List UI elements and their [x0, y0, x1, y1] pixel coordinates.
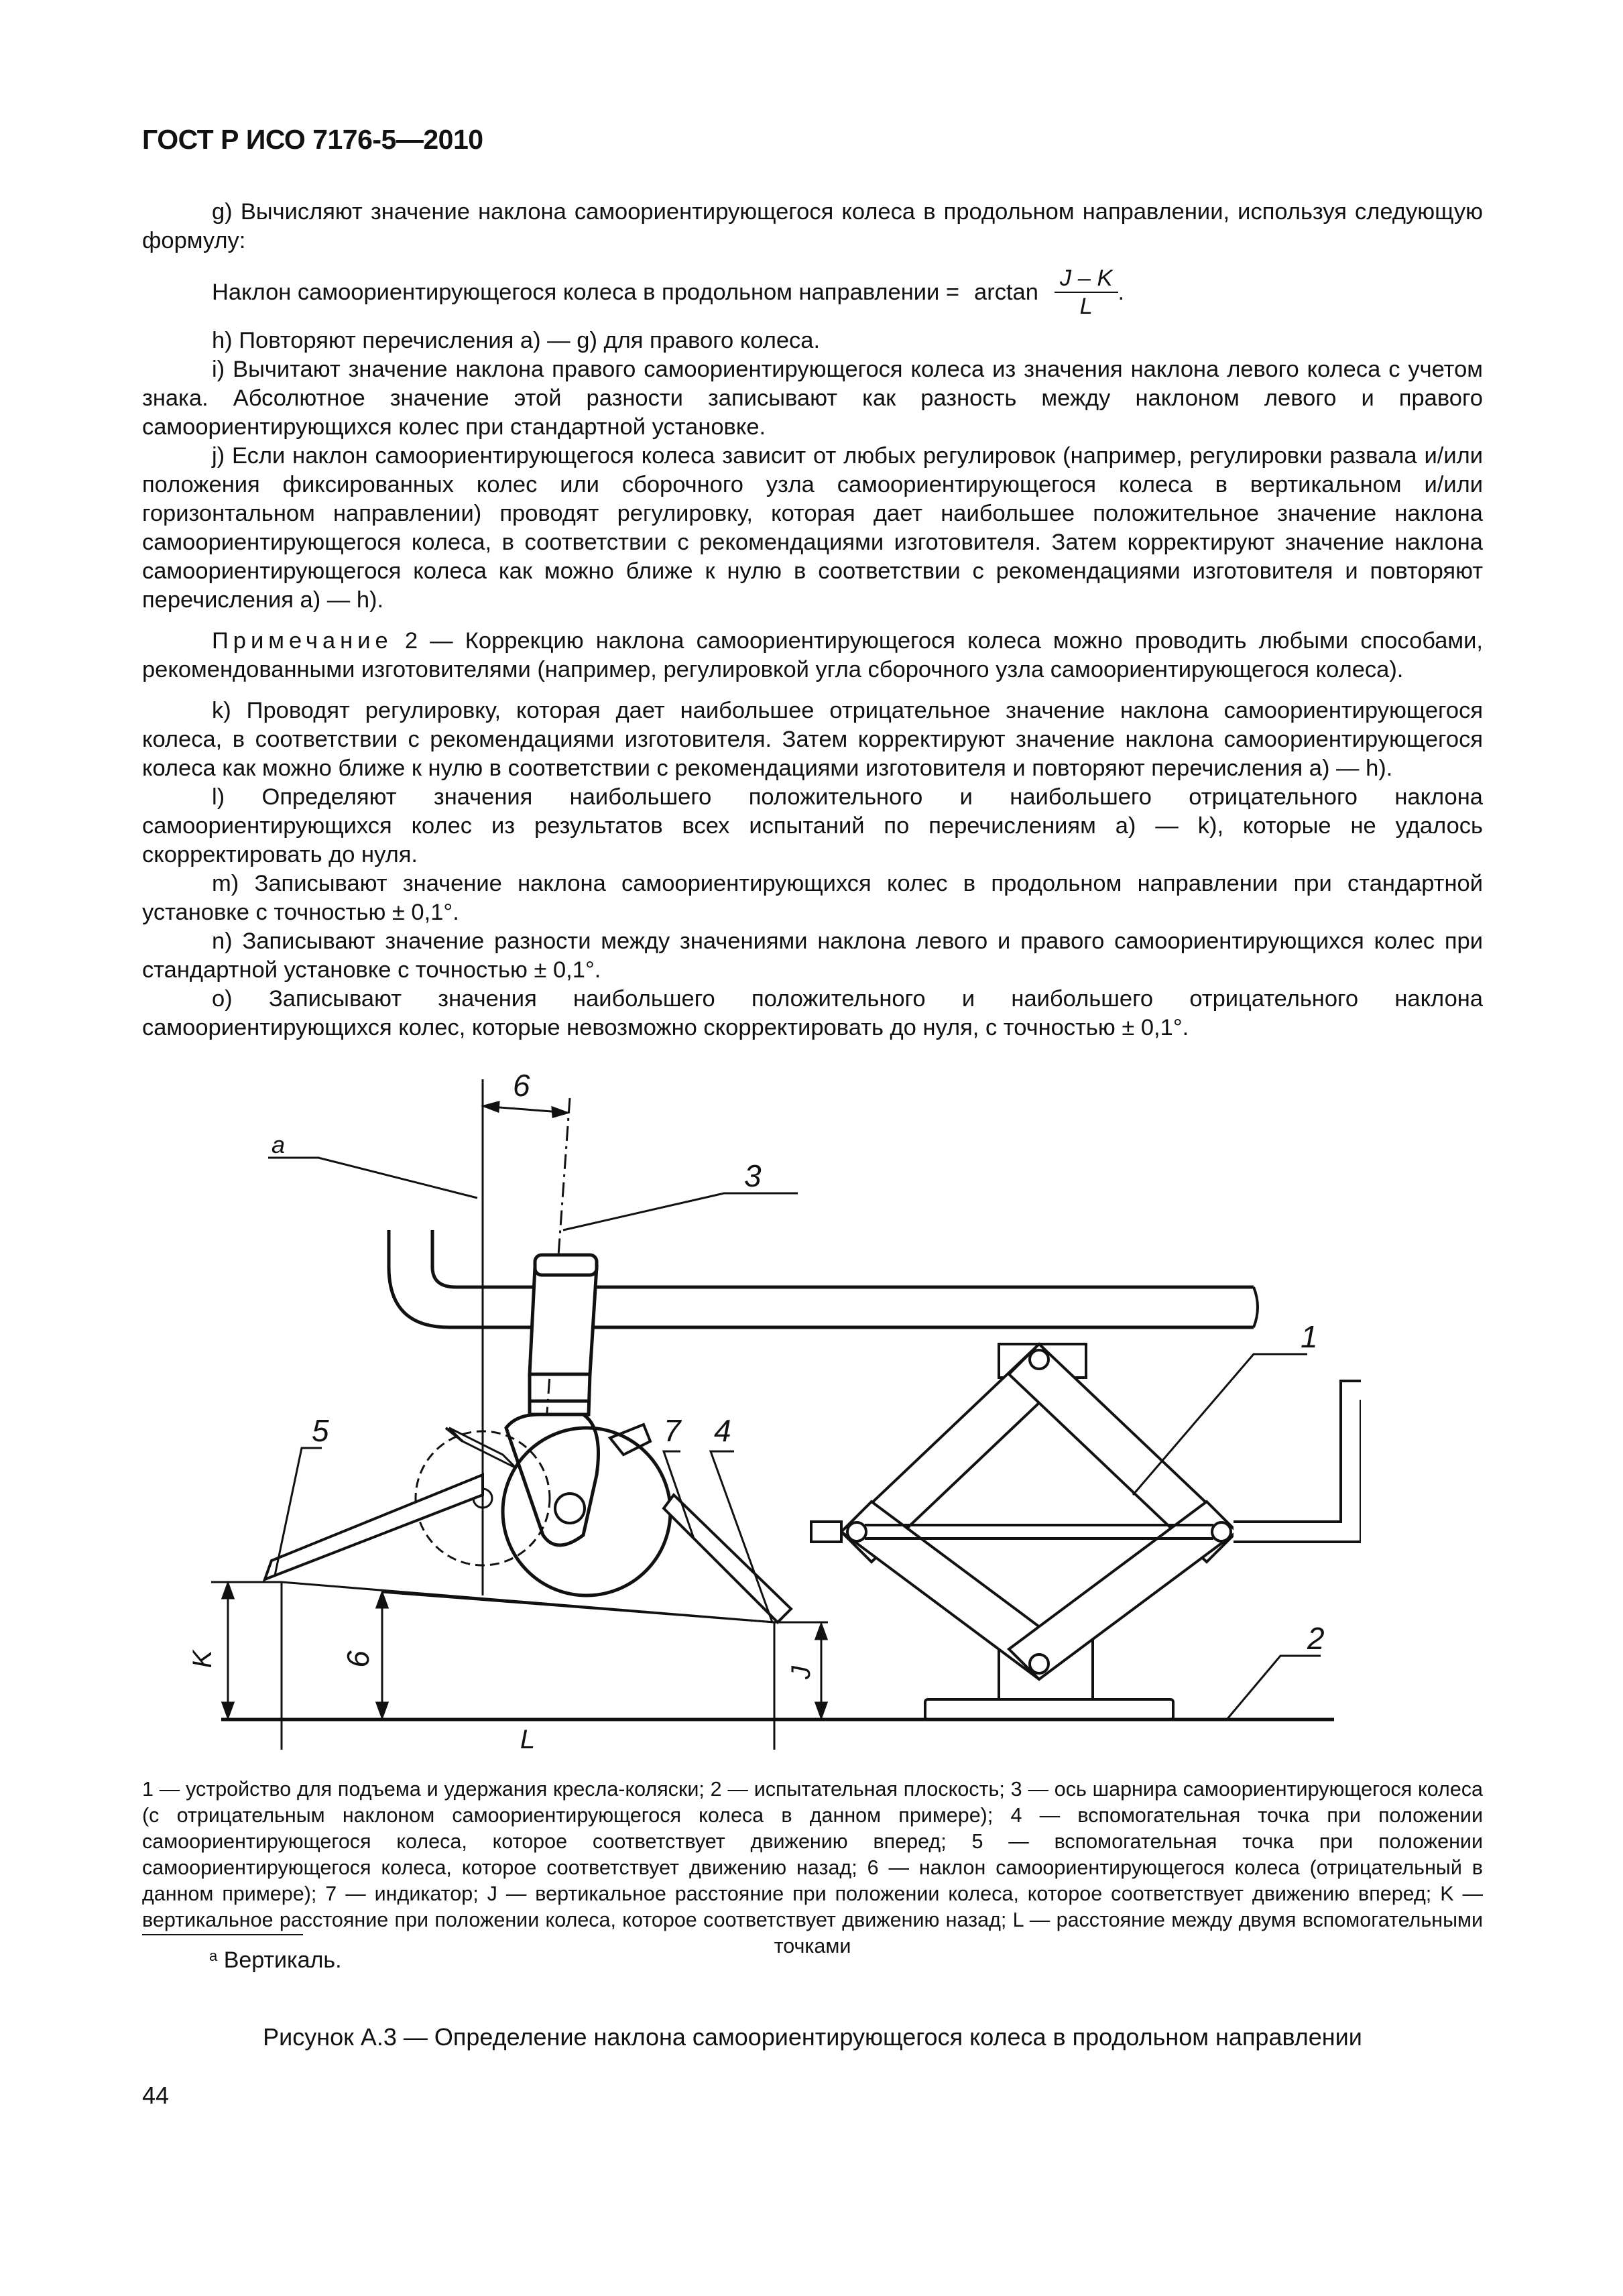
footnote-separator: [142, 1934, 303, 1935]
dimension-k-arrow-top: [223, 1583, 233, 1598]
formula-lhs: Наклон самоориентирующегося колеса в продольном направлении =: [212, 279, 960, 305]
dimension-j-arrow-bottom: [816, 1703, 827, 1717]
item-l: l) Определяют значения наибольшего положительного и наибольшего отрицательного наклона самоориентирующихся колес из результатов всех испытаний по перечислениям а) — k), которые не удалось скорректировать до нуля.: [142, 784, 1483, 867]
footnote-text: Вертикаль.: [217, 1947, 342, 1973]
note-text: 2 — Коррекцию наклона самоориентирующегося колеса можно проводить любыми способами, рекомендованными изготовителями (например, регулировкой угла сборочного узла самоориентирующегося колеса).: [142, 628, 1483, 682]
lift-base-plate: [925, 1699, 1173, 1719]
label-6-top: 6: [513, 1068, 530, 1103]
label-4: 4: [714, 1413, 731, 1448]
label-3: 3: [744, 1158, 762, 1193]
item-k: k) Проводят регулировку, которая дает наибольшее отрицательное значение наклона самоориентирующегося колеса, в соответствии с рекомендациями изготовителя. Затем корректируют значение наклона самоориентирующегося колеса как можно ближе к нулю в соответствии с рекомендациями изготовителя и повторяют перечисления а) — h).: [142, 698, 1483, 781]
item-j: j) Если наклон самоориентирующегося колеса зависит от любых регулировок (например, регулировки развала и/или положения фиксированных колес или сборочного узла самоориентирующегося колеса в вертикальном и/или горизонтальном направлении) проводят регулировку, которая дает наибольшее положительное значение наклона самоориентирующегося колеса, в соответствии с рекомендациями изготовителя. Затем корректируют значение наклона самоориентирующегося колеса как можно ближе к нулю в соответствии с рекомендациями изготовителя и повторяют перечисления а) — h).: [142, 443, 1483, 613]
footnote-mark: a: [209, 1947, 218, 1964]
leader-3: [563, 1193, 798, 1230]
label-5: 5: [312, 1413, 329, 1448]
caster-stem: [530, 1267, 597, 1374]
formula-tail: .: [1118, 279, 1125, 305]
label-J: J: [786, 1666, 816, 1679]
formula-numerator: J – K: [1055, 265, 1118, 293]
caster-stem-lower: [530, 1374, 590, 1414]
lift-pivot-top: [1030, 1350, 1048, 1369]
item-m: m) Записывают значение наклона самоориентирующихся колес в продольном направлении при стандартной установке с точностью ± 0,1°.: [142, 871, 1483, 925]
formula-func: arctan: [974, 279, 1038, 305]
figure-title: Рисунок А.3 — Определение наклона самоориентирующегося колеса в продольном направлении: [263, 2023, 1362, 2051]
document-header: ГОСТ Р ИСО 7176-5—2010: [142, 124, 483, 155]
label-a: a: [272, 1131, 286, 1158]
item-n: n) Записывают значение разности между значениями наклона левого и правого самоориентирующихся колес при стандартной установке с точностью ± 0,1°.: [142, 928, 1483, 983]
footnote: [209, 1947, 342, 1974]
figure-legend: 1 — устройство для подъема и удержания кресла-коляски; 2 — испытательная плоскость; 3 — ось шарнира самоориентирующегося колеса (с отрицательным наклоном самоориентирующегося колеса в данном примере); 4 — вспомогательная точка при положении самоориентирующегося колеса, которое соответствует движению вперед; 5 — вспомогательная точка при положении самоориентирующегося колеса, которое соответствует движению назад; 6 — наклон самоориентирующегося колеса (отрицательный в данном примере); 7 — индикатор; J — вертикальное расстояние при положении колеса, которое соответствует движению вперед; K — вертикальное расстояние при положении колеса, которое соответствует движению назад; L — расстояние между двумя вспомогательными точками: [142, 1778, 1483, 1957]
lift-crank-handle: [1234, 1381, 1361, 1542]
label-6-side: 6: [341, 1650, 375, 1668]
dimension-6-arrow-top: [377, 1593, 387, 1608]
frame-tube-end: [1254, 1287, 1258, 1327]
dimension-6-arrow-bottom: [377, 1703, 387, 1717]
dimension-k-arrow-bottom: [223, 1703, 233, 1717]
note-2: [142, 627, 1483, 684]
item-h: h) Повторяют перечисления а) — g) для правого колеса.: [212, 328, 821, 353]
leader-a: [268, 1158, 477, 1198]
lift-scissor-arm-4: [1009, 1502, 1237, 1679]
formula-denominator: L: [1079, 294, 1093, 319]
lift-pivot-bottom: [1030, 1654, 1048, 1673]
lift-screw-end: [811, 1522, 841, 1542]
label-L: L: [520, 1725, 536, 1750]
body-text: [142, 198, 1483, 1042]
formula: [212, 265, 1483, 320]
label-2: 2: [1307, 1621, 1325, 1656]
note-label: Примечание: [212, 628, 393, 654]
label-K: K: [188, 1650, 217, 1669]
leader-4: [711, 1451, 772, 1622]
label-1: 1: [1301, 1319, 1318, 1354]
lift-pivot-left: [847, 1522, 866, 1541]
figure-a3-drawing: [168, 1066, 1361, 1750]
lift-pivot-right: [1212, 1522, 1231, 1541]
dimension-6-top-arrow-left: [484, 1102, 499, 1111]
leader-2: [1227, 1656, 1321, 1719]
caster-stem-cap: [535, 1255, 597, 1275]
frame-tube-bend-inner: [432, 1230, 483, 1287]
dimension-6-top-arrow-right: [552, 1107, 567, 1117]
formula-fraction: [1055, 265, 1118, 320]
page-number: 44: [142, 2081, 170, 2109]
dimension-j-arrow-top: [816, 1624, 827, 1639]
item-o: o) Записывают значения наибольшего положительного и наибольшего отрицательного наклона самоориентирующихся колес, которые невозможно скорректировать до нуля, с точностью ± 0,1°.: [142, 986, 1483, 1040]
indicator-arm-forward: [664, 1495, 791, 1622]
indicator-arm-rear: [265, 1475, 483, 1579]
item-g: g) Вычисляют значение наклона самоориентирующегося колеса в продольном направлении, используя следующую формулу:: [142, 199, 1483, 253]
label-7: 7: [664, 1413, 681, 1448]
item-i: i) Вычитают значение наклона правого самоориентирующегося колеса из значения наклона левого колеса с учетом знака. Абсолютное значение этой разности записывают как разность между наклоном левого и правого самоориентирующихся колес при стандартной установке.: [142, 357, 1483, 440]
